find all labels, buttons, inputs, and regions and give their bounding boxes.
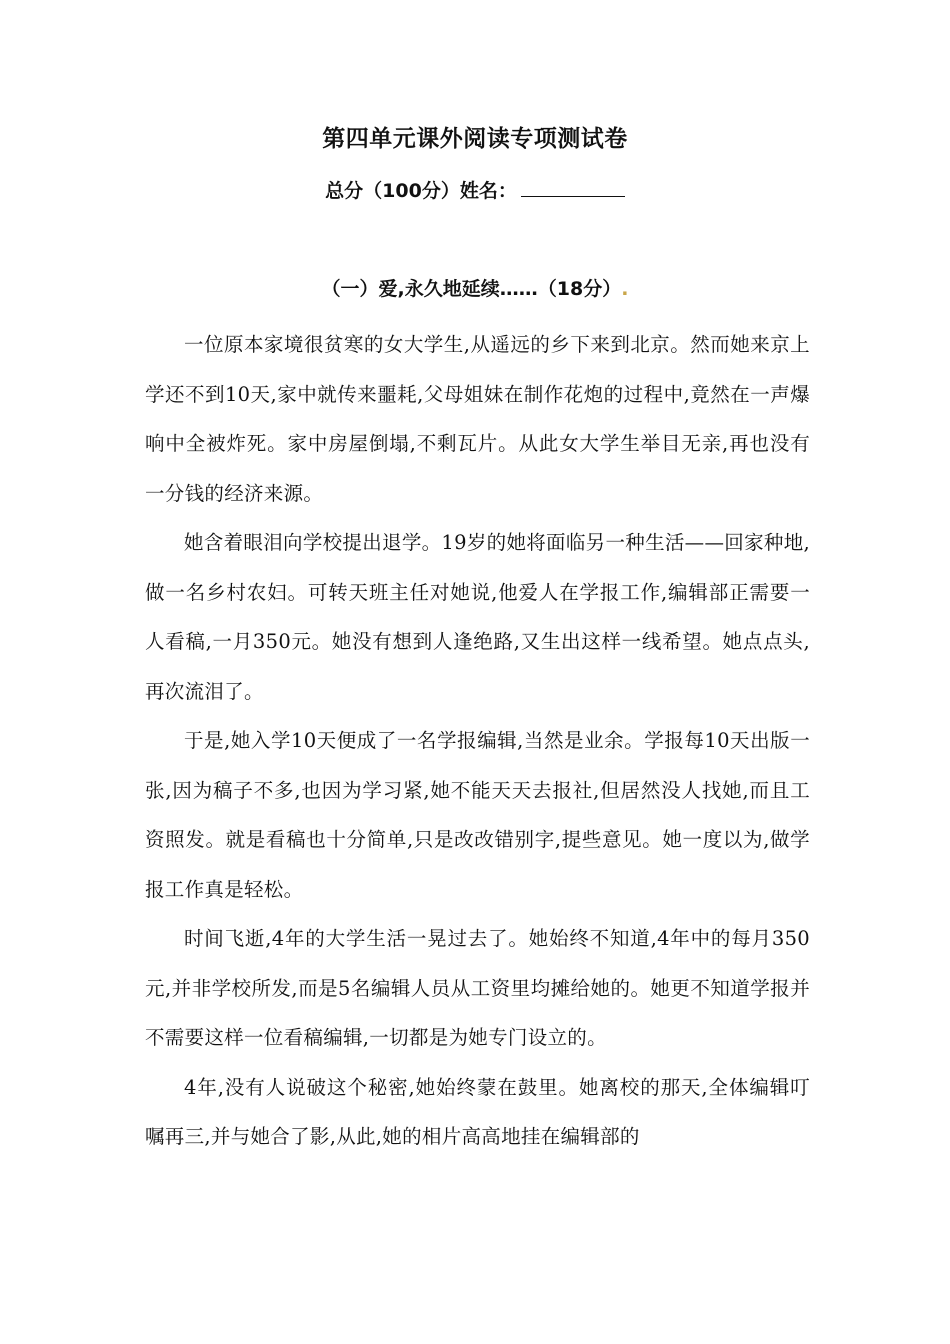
section-dot-mark: . bbox=[621, 278, 629, 300]
paragraph-4: 时间飞逝,4年的大学生活一晃过去了。她始终不知道,4年中的每月350元,并非学校所发,而是5名编辑人员从工资里均摊给她的。她更不知道学报并不需要这样一位看稿编辑,一切都是为她专门设立的。 bbox=[145, 927, 810, 1049]
section-heading-text: （一）爱,永久地延续……（18分） bbox=[321, 278, 622, 300]
paragraph-2: 她含着眼泪向学校提出退学。19岁的她将面临另一种生活——回家种地,做一名乡村农妇。可转天班主任对她说,他爱人在学报工作,编辑部正需要一人看稿,一月350元。她没有想到人逢绝路,又生出这样一线希望。她点点头,再次流泪了。 bbox=[145, 531, 810, 703]
score-name-line bbox=[0, 175, 950, 207]
page-title: 第四单元课外阅读专项测试卷 bbox=[322, 126, 628, 152]
section-heading bbox=[0, 272, 950, 306]
paragraph-3: 于是,她入学10天便成了一名学报编辑,当然是业余。学报每10天出版一张,因为稿子不多,也因为学习紧,她不能天天去报社,但居然没人找她,而且工资照发。就是看稿也十分简单,只是改改错别字,提些意见。她一度以为,做学报工作真是轻松。 bbox=[145, 729, 810, 901]
reading-passage bbox=[145, 320, 810, 1162]
paragraph-5: 4年,没有人说破这个秘密,她始终蒙在鼓里。她离校的那天,全体编辑叮嘱再三,并与她合了影,从此,她的相片高高地挂在编辑部的 bbox=[145, 1075, 810, 1148]
score-label: 总分（100分）姓名： bbox=[325, 180, 517, 202]
name-blank-field[interactable] bbox=[521, 178, 625, 197]
paragraph-1: 一位原本家境很贫寒的女大学生,从遥远的乡下来到北京。然而她来京上学还不到10天,家中就传来噩耗,父母姐妹在制作花炮的过程中,竟然在一声爆响中全被炸死。家中房屋倒塌,不剩瓦片。从此女大学生举目无亲,再也没有一分钱的经济来源。 bbox=[145, 333, 810, 505]
